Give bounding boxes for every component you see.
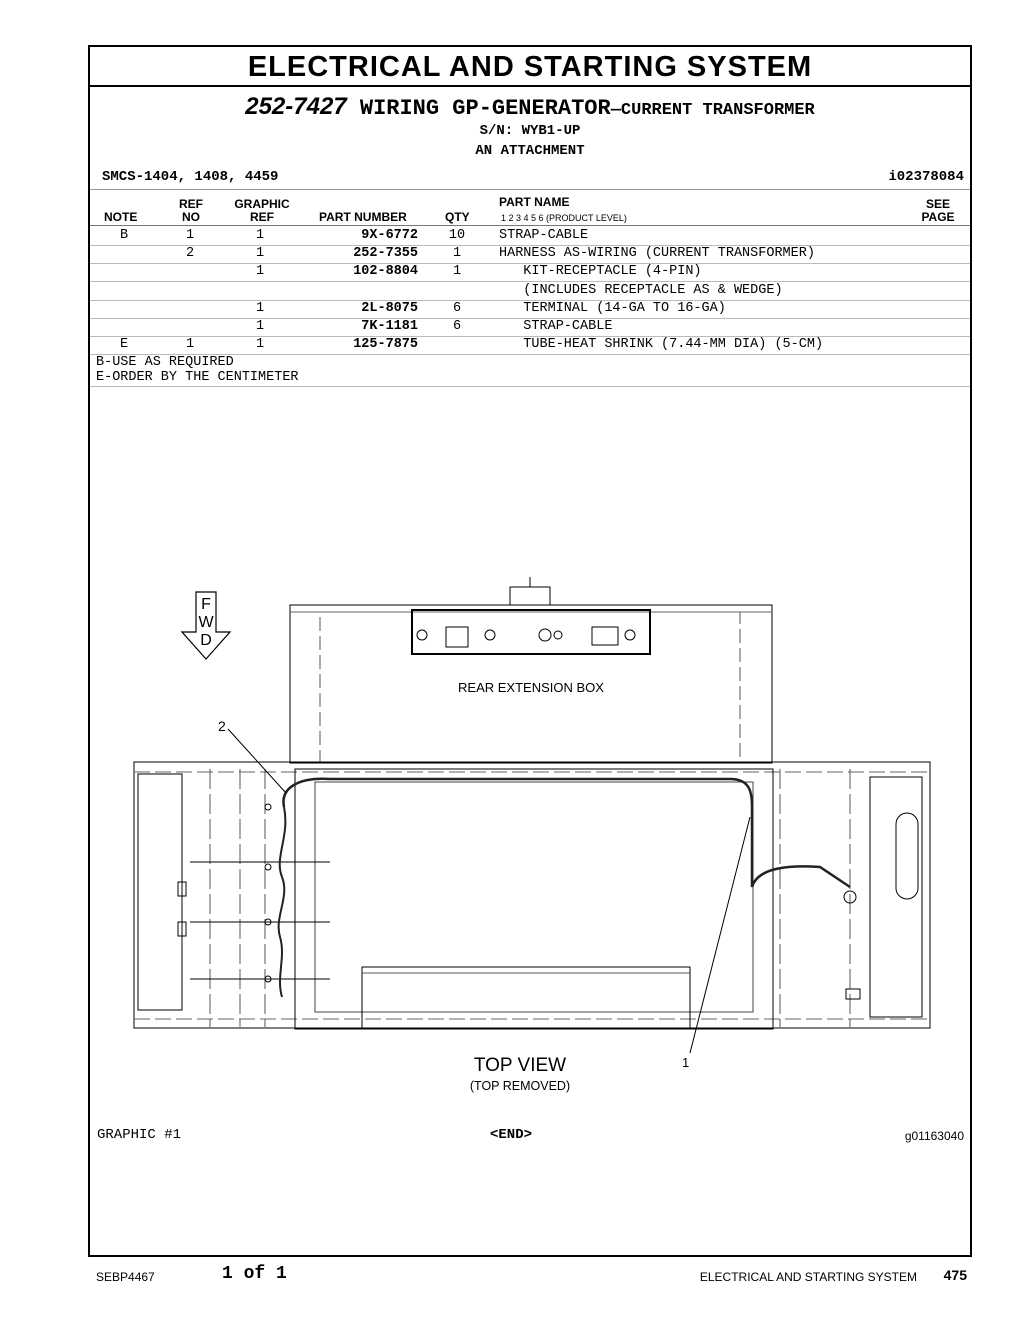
callout-leader-1 (690, 817, 750, 1053)
col-qty: QTY (445, 210, 470, 224)
cell-ref: 2 (185, 246, 195, 262)
serial-number: S/N: WYB1-UP (479, 123, 581, 139)
page-title: ELECTRICAL AND STARTING SYSTEM (90, 47, 970, 87)
cell-qty: 1 (452, 246, 462, 262)
page-frame (88, 45, 972, 1257)
col-see-top: SEE (925, 197, 950, 211)
rear-box-label: REAR EXTENSION BOX (458, 680, 604, 695)
group-part-subtitle: —CURRENT TRANSFORMER (610, 101, 815, 120)
note-line: E-ORDER BY THE CENTIMETER (96, 370, 299, 385)
fwd-letter: F (201, 596, 211, 613)
cell-graphic: 1 (255, 264, 265, 280)
cell-part-number: 7K-1181 (361, 319, 418, 334)
group-part-title: WIRING GP-GENERATOR (359, 96, 611, 121)
cell-ref: 1 (185, 228, 195, 243)
cell-part-number: 9X-6772 (361, 228, 418, 243)
graphic-label: GRAPHIC #1 (97, 1127, 182, 1143)
cell-graphic: 1 (255, 337, 265, 353)
view-title: TOP VIEW (473, 1055, 567, 1076)
col-ref-top: REF (179, 197, 203, 211)
col-part-number: PART NUMBER (319, 210, 407, 224)
cell-graphic: 1 (255, 228, 265, 243)
cell-part-number: 2L-8075 (361, 300, 418, 316)
group-part-number: 252-7427 (245, 93, 347, 120)
cell-ref: 1 (185, 337, 195, 353)
cell-qty: 1 (452, 264, 462, 280)
graphic-id: g01163040 (904, 1129, 964, 1143)
bottom-tray (362, 967, 690, 1029)
smcs-codes: SMCS-1404, 1408, 4459 (102, 169, 279, 185)
cell-qty: 6 (452, 319, 462, 334)
footer-doc-number: SEBP4467 (96, 1270, 155, 1284)
cell-name: TUBE-HEAT SHRINK (7.44-MM DIA) (5-CM) (499, 337, 824, 353)
cell-qty: 6 (452, 300, 462, 316)
wiring-harness (283, 779, 850, 887)
col-graphic-top: GRAPHIC (234, 197, 290, 211)
cell-name: TERMINAL (14-GA TO 16-GA) (499, 300, 726, 316)
footer-section: ELECTRICAL AND STARTING SYSTEM (699, 1270, 917, 1284)
cell-graphic: 1 (255, 246, 265, 262)
fwd-letter: W (198, 614, 214, 631)
col-part-name: PART NAME (499, 195, 570, 209)
cell-name: HARNESS AS-WIRING (CURRENT TRANSFORMER) (499, 246, 815, 262)
cell-qty: 10 (448, 228, 466, 243)
main-frame-outline (134, 762, 930, 1028)
cell-part-number: 102-8804 (353, 264, 418, 280)
cell-graphic: 1 (255, 300, 265, 316)
end-tag: <END> (490, 1127, 533, 1143)
callout-2: 2 (218, 718, 226, 734)
cell-note: B (119, 228, 129, 243)
col-graphic-bottom: REF (250, 210, 274, 224)
cell-name: STRAP-CABLE (499, 319, 613, 334)
wiring-diagram (90, 47, 970, 1255)
cell-name: KIT-RECEPTACLE (4-PIN) (499, 264, 702, 280)
col-see-bottom: PAGE (921, 210, 955, 224)
view-subtitle: (TOP REMOVED) (469, 1079, 571, 1093)
col-product-level: 1 2 3 4 5 6 (PRODUCT LEVEL) (501, 213, 627, 223)
cell-graphic: 1 (255, 319, 265, 334)
cell-part-number: 125-7875 (353, 337, 418, 353)
cell-note: E (119, 337, 129, 353)
attachment-label: AN ATTACHMENT (475, 143, 585, 159)
col-note: NOTE (104, 210, 138, 224)
col-ref-bottom: NO (182, 210, 200, 224)
note-line: B-USE AS REQUIRED (96, 355, 234, 370)
cell-name: STRAP-CABLE (499, 228, 589, 243)
info-id: i02378084 (888, 169, 964, 185)
cell-name: (INCLUDES RECEPTACLE AS & WEDGE) (499, 282, 783, 298)
cell-part-number: 252-7355 (353, 246, 418, 262)
footer-page-number: 475 (943, 1267, 967, 1283)
callout-1: 1 (682, 1055, 690, 1070)
fwd-letter: D (200, 632, 212, 649)
callout-leader-2 (228, 729, 286, 793)
footer-page-of: 1 of 1 (222, 1264, 287, 1284)
